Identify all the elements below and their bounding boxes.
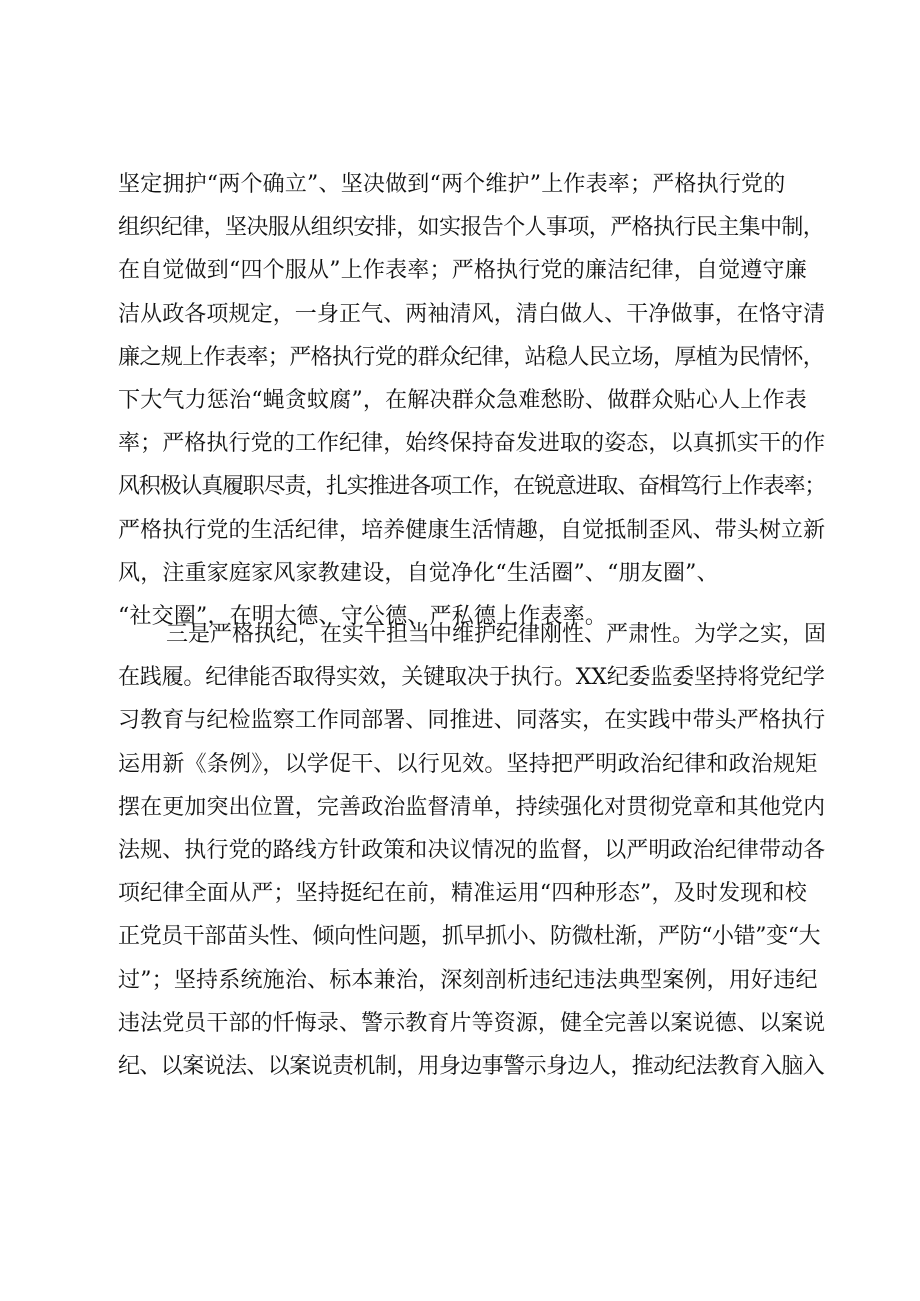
- paragraph-line: 组织纪律，坚决服从组织安排，如实报告个人事项，严格执行民主集中制，: [118, 215, 825, 241]
- paragraph-line: 下大气力惩治“蝇贪蚊腐”，在解决群众急难愁盼、做群众贴心人上作表: [118, 387, 807, 413]
- paragraph-line: 法规、执行党的路线方针政策和决议情况的监督，以严明政治纪律带动各: [118, 837, 826, 863]
- paragraph-line: 在践履。纪律能否取得实效，关键取决于执行。XX纪委监委坚持将党纪学: [118, 665, 825, 691]
- paragraph-line: 严格执行党的生活纪律，培养健康生活情趣，自觉抵制歪风、带头树立新: [118, 517, 826, 543]
- paragraph-line: 三是严格执纪，在实干担当中维护纪律刚性、严肃性。为学之实，固: [166, 622, 826, 647]
- paragraph-line: 正党员干部苗头性、倾向性问题，抓早抓小、防微杜渐，严防“小错”变“大: [118, 924, 821, 950]
- paragraph-line: 在自觉做到“四个服从”上作表率；严格执行党的廉洁纪律，自觉遵守廉: [118, 258, 807, 284]
- paragraph-line: 过”；坚持系统施治、标本兼治，深刻剖析违纪违法典型案例，用好违纪: [118, 967, 818, 993]
- paragraph-line: 风，注重家庭家风家教建设，自觉净化“生活圈”、“朋友圈”、: [118, 560, 719, 586]
- paragraph-line: 廉之规上作表率；严格执行党的群众纪律，站稳人民立场，厚植为民情怀，: [118, 344, 825, 370]
- paragraph-2: [118, 613, 826, 1088]
- paragraph-line: 项纪律全面从严；坚持挺纪在前，精准运用“四种形态”，及时发现和校: [118, 881, 807, 907]
- paragraph-line: 运用新《条例》，以学促干、以行见效。坚持把严明政治纪律和政治规矩: [118, 751, 818, 777]
- paragraph-line: 纪、以案说法、以案说责机制，用身边事警示身边人，推动纪法教育入脑入: [118, 1053, 825, 1079]
- paragraph-line: 违法党员干部的忏悔录、警示教育片等资源，健全完善以案说德、以案说: [118, 1010, 826, 1036]
- paragraph-line: 率；严格执行党的工作纪律，始终保持奋发进取的姿态，以真抓实干的作: [118, 431, 826, 457]
- paragraph-line: “社交圈”，在明大德、守公德、严私德上作表率。: [118, 603, 608, 629]
- paragraph-line: 坚定拥护“两个确立”、坚决做到“两个维护”上作表率；严格执行党的: [118, 172, 786, 197]
- paragraph-line: 习教育与纪检监察工作同部署、同推进、同落实，在实践中带头严格执行: [118, 708, 826, 734]
- paragraph-line: 摆在更加突出位置，完善政治监督清单，持续强化对贯彻党章和其他党内: [118, 794, 826, 820]
- paragraph-1: [118, 163, 826, 638]
- paragraph-line: 洁从政各项规定，一身正气、两袖清风，清白做人、干净做事，在恪守清: [118, 301, 826, 327]
- paragraph-line: 风积极认真履职尽责，扎实推进各项工作，在锐意进取、奋楫笃行上作表率；: [118, 474, 826, 500]
